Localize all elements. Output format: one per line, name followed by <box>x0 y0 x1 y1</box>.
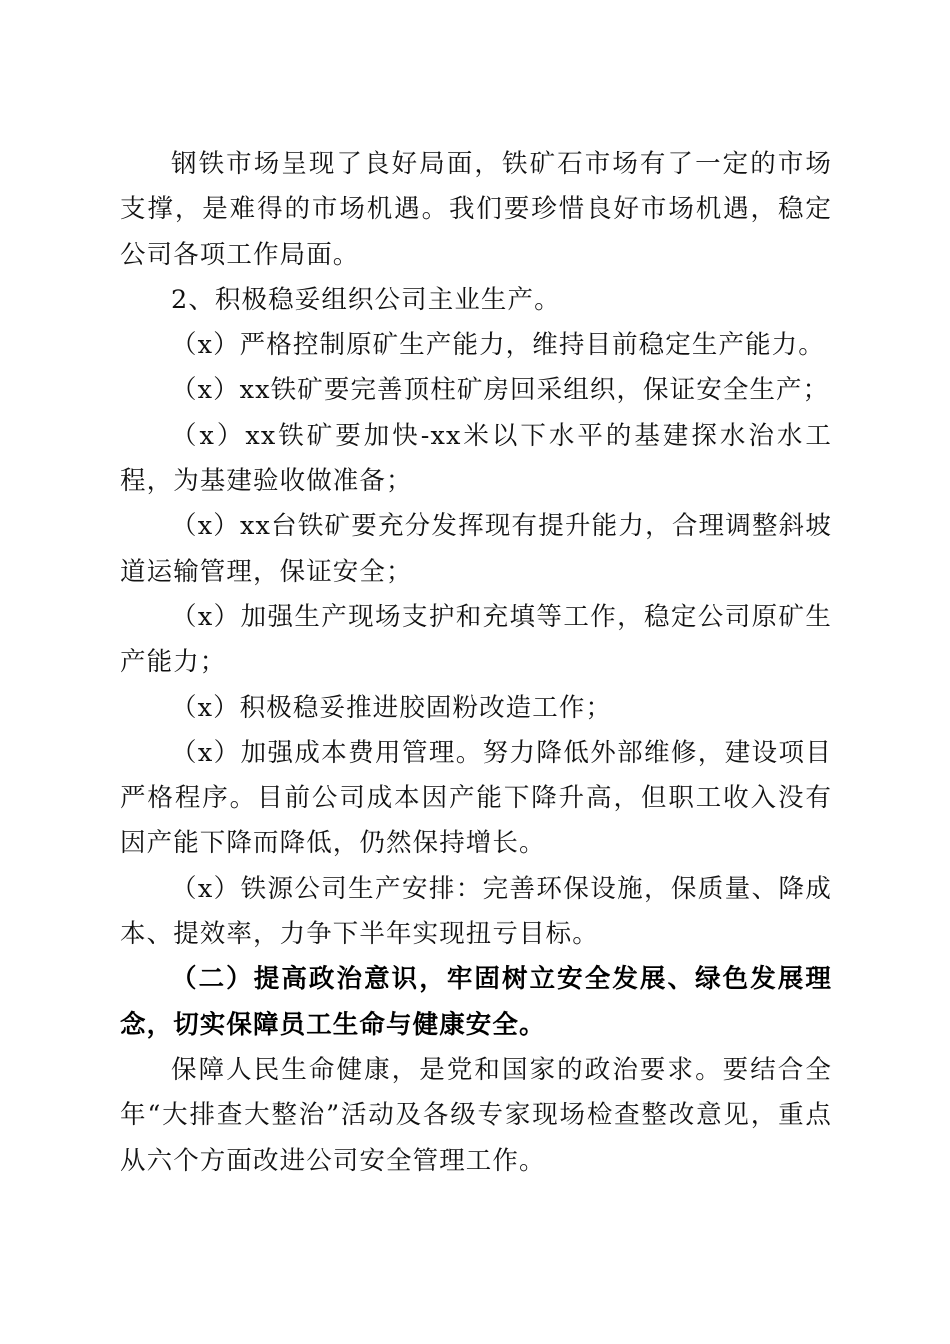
paragraph-market-opportunity: 钢铁市场呈现了良好局面，铁矿石市场有了一定的市场支撑，是难得的市场机遇。我们要珍惜良好市场机遇，稳定公司各项工作局面。 <box>120 149 832 270</box>
section-heading-safety: （二）提高政治意识，牢固树立安全发展、绿色发展理念，切实保障员工生命与健康安全。 <box>120 964 832 1040</box>
paragraph-water-control: （x）xx铁矿要加快-xx米以下水平的基建探水治水工程，为基建验收做准备； <box>120 420 832 497</box>
paragraph-cost-management: （x）加强成本费用管理。努力降低外部维修，建设项目严格程序。目前公司成本因产能下降升高，但职工收入没有因产能下降而降低，仍然保持增长。 <box>120 737 832 859</box>
document-body <box>120 142 832 1184</box>
paragraph-hoisting-ramp: （x）xx台铁矿要充分发挥现有提升能力，合理调整斜坡道运输管理，保证安全； <box>120 511 832 587</box>
paragraph-control-capacity: （x）严格控制原矿生产能力，维持目前稳定生产能力。 <box>171 330 825 361</box>
paragraph-tieyuan-company: （x）铁源公司生产安排：完善环保设施，保质量、降成本、提效率，力争下半年实现扭亏目标。 <box>120 873 832 950</box>
paragraph-support-backfill: （x）加强生产现场支护和充填等工作，稳定公司原矿生产能力； <box>120 601 832 678</box>
paragraph-heading-production: 2、积极稳妥组织公司主业生产。 <box>171 284 561 315</box>
paragraph-cement-powder: （x）积极稳妥推进胶固粉改造工作； <box>171 692 613 723</box>
paragraph-pillar-recovery: （x）xx铁矿要完善顶柱矿房回采组织，保证安全生产； <box>171 375 830 406</box>
paragraph-safety-management: 保障人民生命健康，是党和国家的政治要求。要结合全年“大排查大整治”活动及各级专家现场检查整改意见，重点从六个方面改进公司安全管理工作。 <box>120 1054 832 1176</box>
